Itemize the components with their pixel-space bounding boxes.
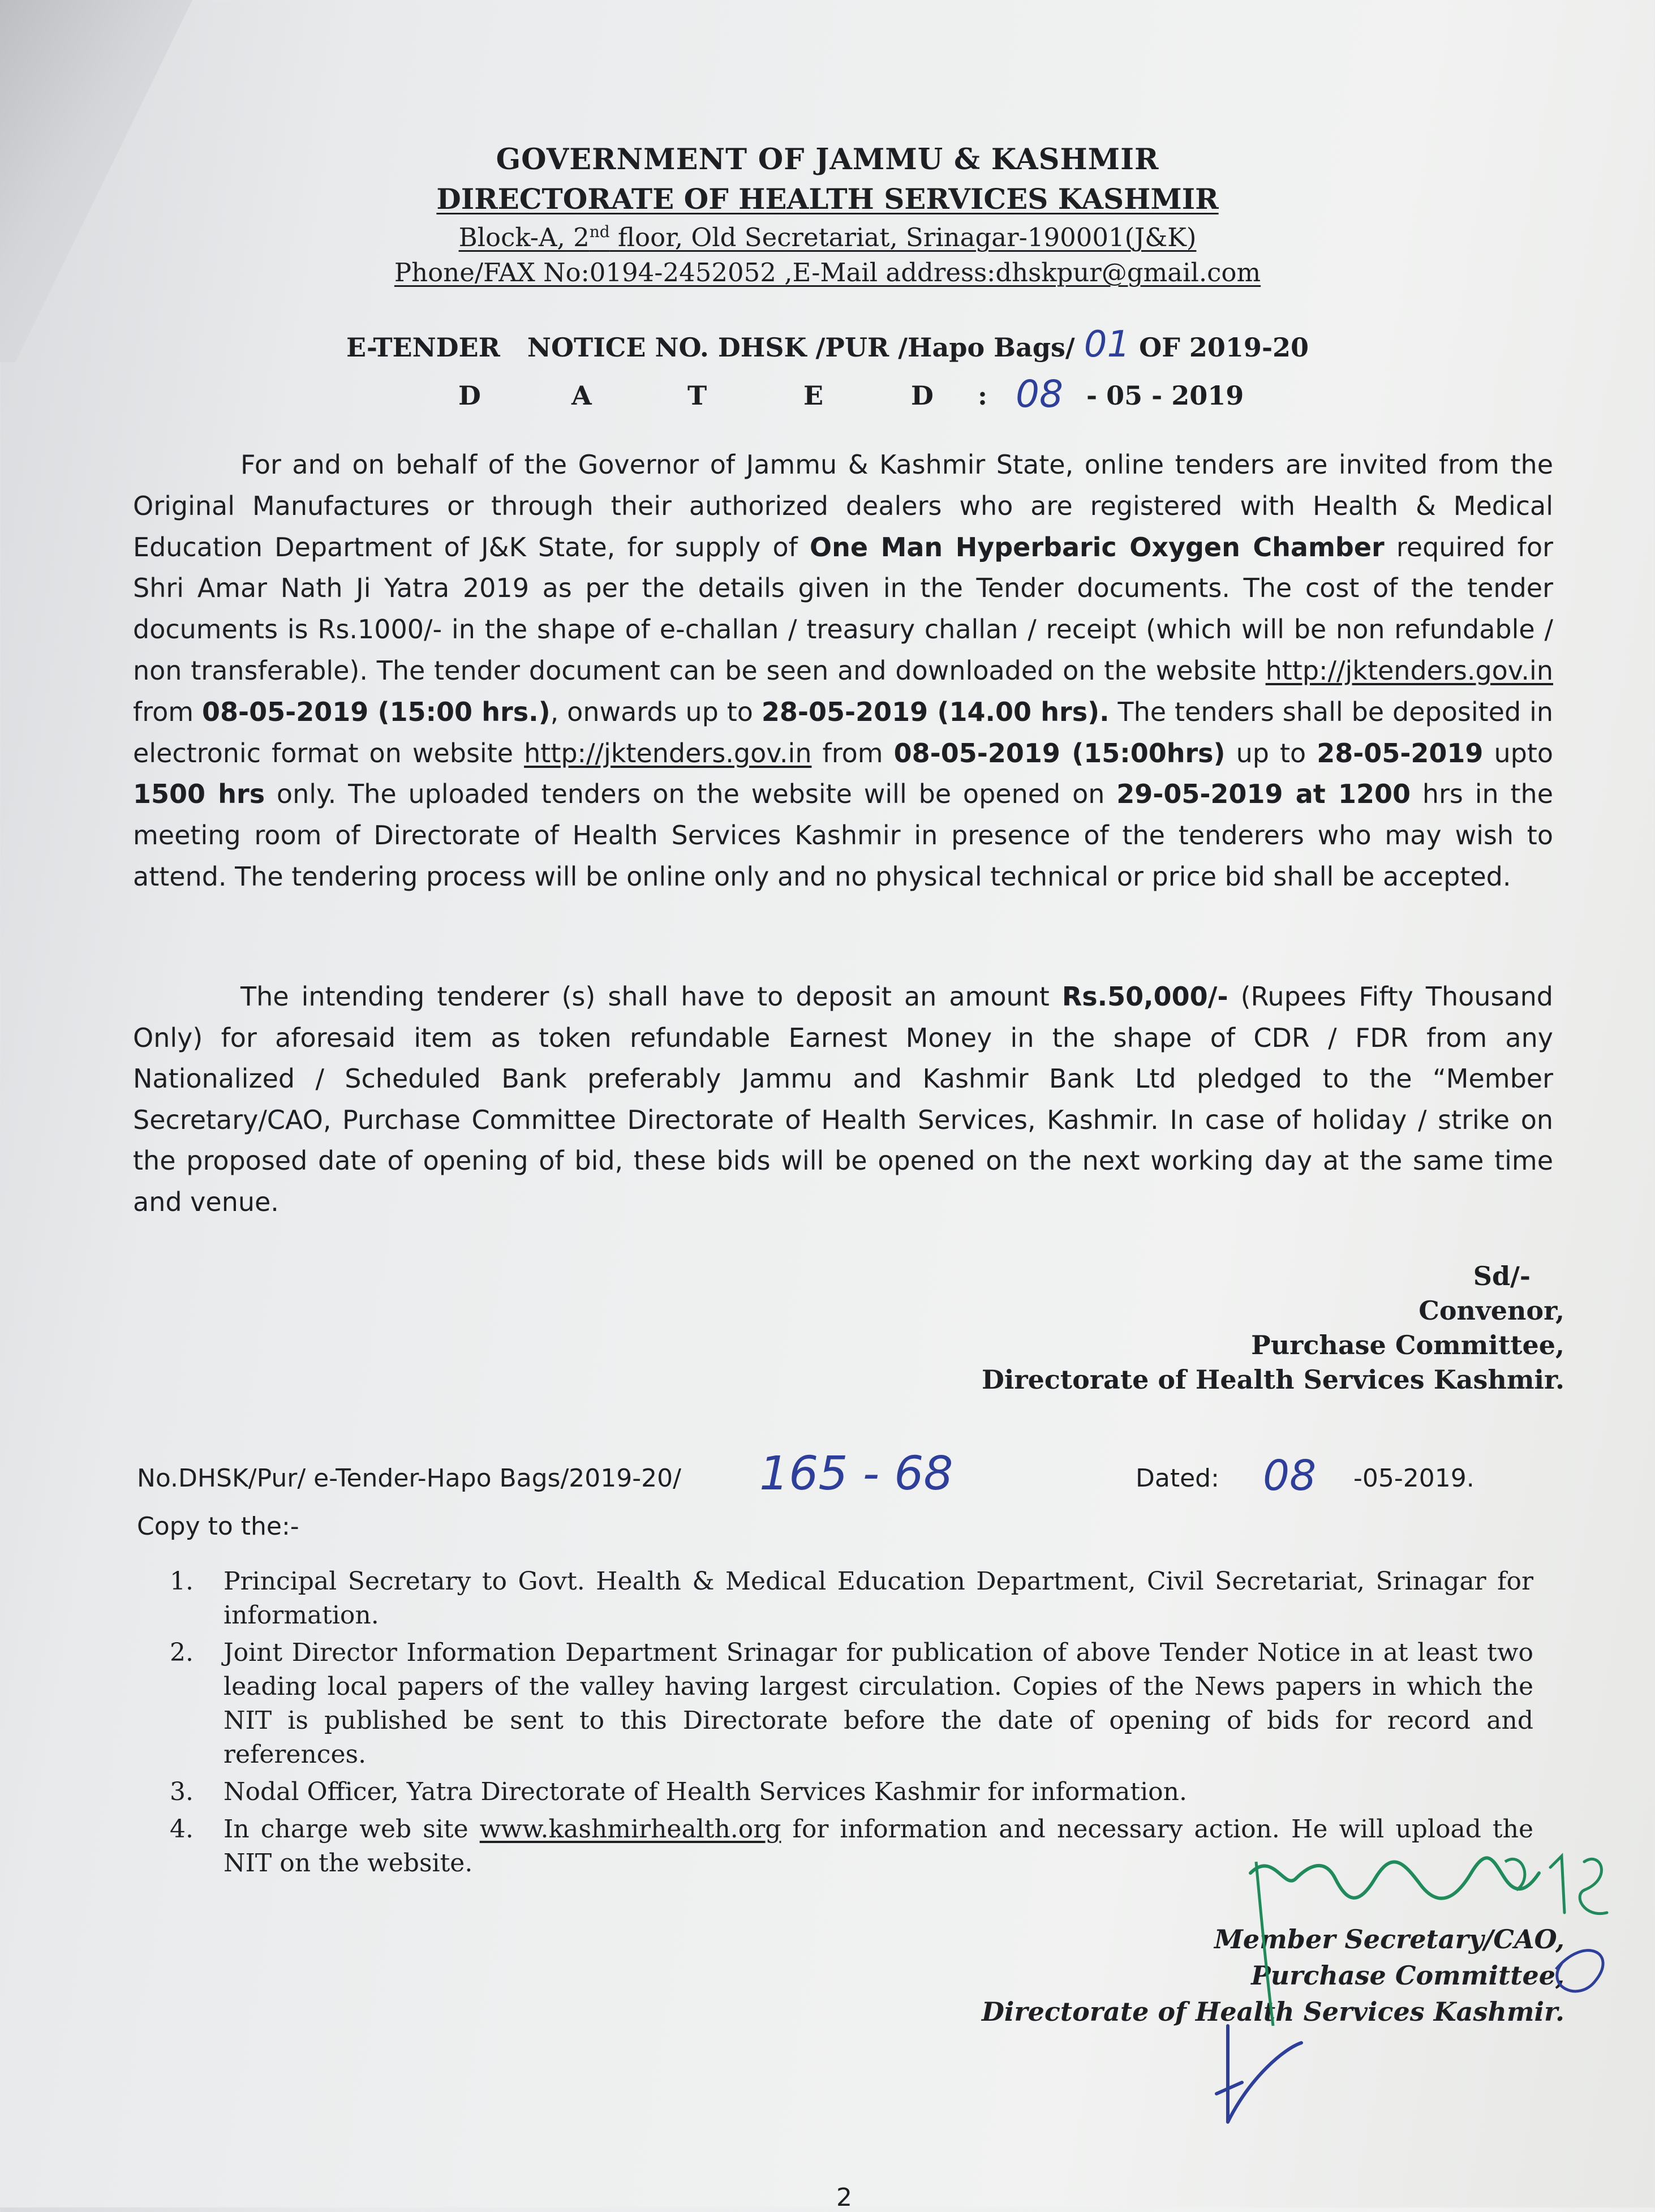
signature-block-member-secretary: Member Secretary/CAO, Purchase Committee, Directorate of Health Services Kashmir.	[982, 1924, 1564, 2027]
paragraph-earnest-money: The intending tenderer (s) shall have to deposit an amount Rs.50,000/- (Rupees Fifty Thousand Only) for aforesaid item as token refundable Earnest Money in the shape of CDR / FDR from any Nationalized / Scheduled Bank preferably Jammu and Kashmir Bank Ltd pledged to the “Member Secretary/CAO, Purchase Committee Directorate of Health Services, Kashmir. In case of holiday / strike on the proposed date of opening of bid, these bids will be opened on the next working day at the same time and venue.	[133, 981, 1553, 1217]
link-kashmirhealth[interactable]: www.kashmirhealth.org	[479, 1815, 781, 1844]
copy-to-label: Copy to the:-	[137, 1512, 299, 1541]
reference-number-line: No.DHSK/Pur/ e-Tender-Hapo Bags/2019-20/ 165 - 68 Dated: 08 -05-2019.	[137, 1447, 1475, 1501]
list-item: 3. Nodal Officer, Yatra Directorate of Health Services Kashmir for information.	[170, 1777, 1187, 1806]
link-jktenders-1[interactable]: http://jktenders.gov.in	[1265, 655, 1553, 686]
copy-to-list	[170, 1565, 1533, 1884]
handwritten-signature-icon	[1188, 1839, 1618, 2133]
directorate-title: DIRECTORATE OF HEALTH SERVICES KASHMIR	[436, 182, 1219, 216]
page-number: 2	[836, 2183, 852, 2212]
notice-number: E-TENDER NOTICE NO. DHSK /PUR /Hapo Bags/ 01 OF 2019-20	[346, 324, 1309, 366]
handwritten-date-day: 08	[1016, 372, 1063, 416]
list-item: 1. Principal Secretary to Govt. Health & Medical Education Department, Civil Secretariat, Srinagar for information.	[170, 1567, 1533, 1630]
paragraph-tender-invitation: For and on behalf of the Governor of Jammu & Kashmir State, online tenders are invited from the Original Manufactures or through their authorized dealers who are registered with Health & Medical Education Department of J&K State, for supply of One Man Hyperbaric Oxygen Chamber required for Shri Amar Nath Ji Yatra 2019 as per the details given in the Tender documents. The cost of the tender documents is Rs.1000/- in the shape of e-challan / treasury challan / receipt (which will be non refundable / non transferable). The tender document can be seen and downloaded on the website http://jktenders.gov.in from 08-05-2019 (15:00 hrs.), onwards up to 28-05-2019 (14.00 hrs). The tenders shall be deposited in electronic format on website http://jktenders.gov.in from 08-05-2019 (15:00hrs) up to 28-05-2019 upto 1500 hrs only. The uploaded tenders on the website will be opened on 29-05-2019 at 1200 hrs in the meeting room of Directorate of Health Services Kashmir in presence of the tenderers who may wish to attend. The tendering process will be online only and no physical technical or price bid shall be accepted.	[133, 449, 1554, 892]
signature-block-convenor: Sd/- Convenor, Purchase Committee, Directorate of Health Services Kashmir.	[982, 1261, 1564, 1395]
handwritten-reference-number: 165 - 68	[759, 1447, 953, 1501]
dated-line: D A T E D : 08 - 05 - 2019	[458, 372, 1244, 416]
handwritten-dated-day: 08	[1263, 1451, 1317, 1500]
list-item: 4. In charge web site www.kashmirhealth.org for information and necessary action. He will upload the NIT on the website.	[170, 1815, 1533, 1878]
contact-line: Phone/FAX No:0194-2452052 ,E-Mail address:dhskpur@gmail.com	[394, 257, 1261, 287]
list-item: 2. Joint Director Information Department Srinagar for publication of above Tender Notice in at least two leading local papers of the valley having largest circulation. Copies of the News papers in which the NIT is published be sent to this Directorate before the date of opening of bids for record and references.	[170, 1638, 1533, 1769]
link-jktenders-2[interactable]: http://jktenders.gov.in	[524, 737, 812, 768]
address-line: Block-A, 2nd floor, Old Secretariat, Srinagar-190001(J&K)	[458, 222, 1197, 252]
handwritten-notice-number: 01	[1084, 324, 1130, 366]
gov-title: GOVERNMENT OF JAMMU & KASHMIR	[496, 143, 1159, 177]
